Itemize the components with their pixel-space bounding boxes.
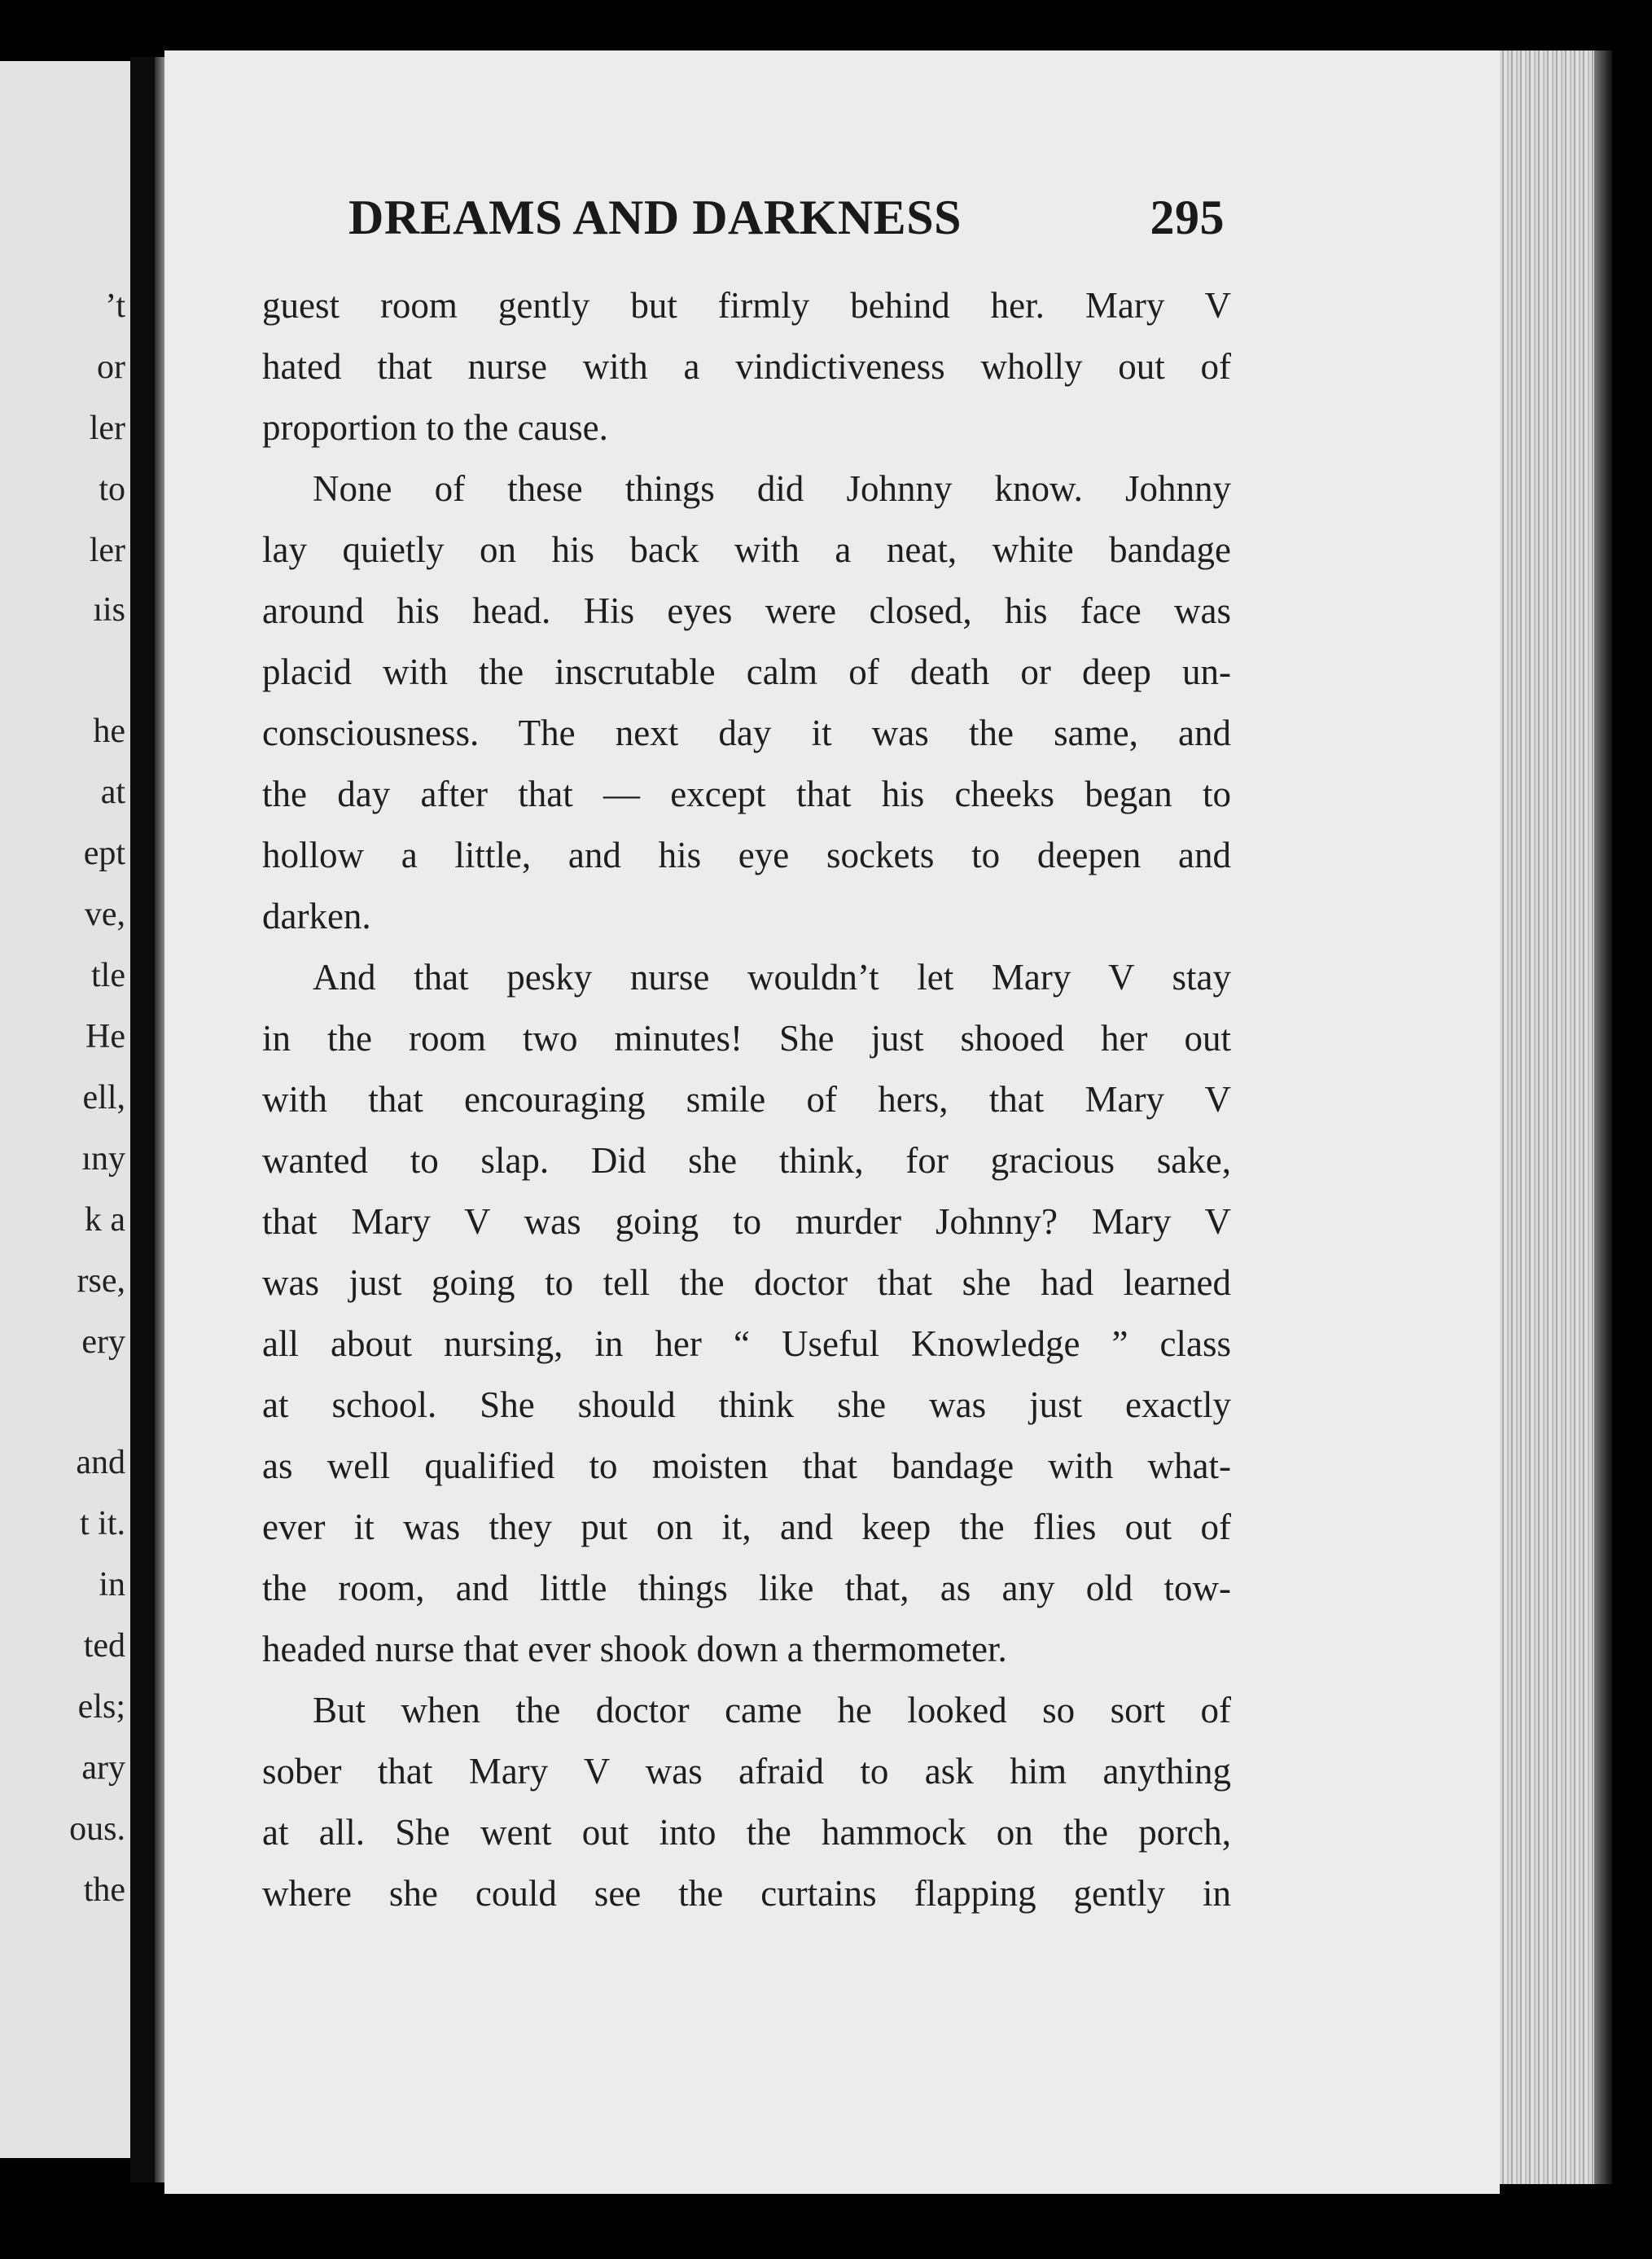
running-header [348, 189, 1225, 246]
left-fragment: ıny [81, 1140, 125, 1178]
text-line: wanted to slap. Did she think, for gracious sake, [262, 1140, 1231, 1181]
left-fragment: He [85, 1018, 125, 1055]
left-fragment: tle [91, 957, 125, 994]
book-gutter [130, 57, 155, 2182]
left-fragment: ted [83, 1627, 125, 1665]
text-line: in the room two minutes! She just shooed her out [262, 1018, 1231, 1059]
text-line: headed nurse that ever shook down a thermometer. [262, 1629, 1007, 1669]
left-fragment: he [93, 713, 125, 750]
text-line: proportion to the cause. [262, 407, 608, 448]
text-line: that Mary V was going to murder Johnny? Mary V [262, 1201, 1231, 1242]
left-fragment: ell, [82, 1079, 125, 1116]
left-fragment: ’t [105, 287, 125, 325]
text-line: the room, and little things like that, as any old tow- [262, 1568, 1231, 1608]
text-line: with that encouraging smile of hers, that Mary V [262, 1079, 1231, 1120]
left-fragment: ery [81, 1323, 125, 1361]
left-fragment: t it. [79, 1505, 125, 1542]
left-fragment: ous. [69, 1810, 125, 1848]
left-fragment: ler [89, 410, 125, 447]
running-title: DREAMS AND DARKNESS [348, 191, 962, 244]
left-fragment: ıis [93, 591, 125, 629]
left-fragment: ept [83, 835, 125, 872]
left-fragment: ve, [84, 896, 125, 933]
left-fragment: and [76, 1444, 125, 1481]
gutter-shading [155, 57, 164, 2182]
text-line: where she could see the curtains flapping gently in [262, 1873, 1231, 1914]
left-fragment: or [97, 349, 125, 386]
left-fragment: at [100, 774, 125, 811]
left-fragment: k a [84, 1201, 125, 1239]
left-fragment: rse, [77, 1262, 125, 1300]
text-line: around his head. His eyes were closed, his face was [262, 590, 1231, 631]
text-line: guest room gently but firmly behind her. Mary V [262, 285, 1231, 326]
text-line: as well qualified to moisten that bandage with what- [262, 1445, 1231, 1486]
text-line: hated that nurse with a vindictiveness wholly out of [262, 346, 1231, 387]
text-line: lay quietly on his back with a neat, white bandage [262, 529, 1231, 570]
text-line: the day after that — except that his cheeks began to [262, 774, 1231, 814]
text-line: consciousness. The next day it was the same, and [262, 713, 1231, 753]
text-line: hollow a little, and his eye sockets to deepen and [262, 835, 1231, 875]
left-fragment: in [99, 1566, 125, 1603]
text-line: But when the doctor came he looked so sort of [313, 1690, 1231, 1730]
text-line: sober that Mary V was afraid to ask him anything [262, 1751, 1231, 1792]
text-line: all about nursing, in her “ Useful Knowledge ” class [262, 1323, 1231, 1364]
left-fragment: els; [77, 1688, 125, 1726]
left-fragment: the [83, 1871, 125, 1909]
text-line: And that pesky nurse wouldn’t let Mary V stay [313, 957, 1231, 998]
text-line: at all. She went out into the hammock on the porch, [262, 1812, 1231, 1853]
left-fragment: ler [89, 532, 125, 569]
body-text [262, 275, 1231, 1924]
text-line: darken. [262, 896, 371, 936]
page-number: 295 [1150, 191, 1225, 244]
left-fragment: ary [81, 1749, 125, 1787]
text-line: None of these things did Johnny know. Johnny [313, 468, 1231, 509]
page-edges [1500, 50, 1606, 2184]
edge-shadow [1594, 50, 1612, 2184]
left-fragment: to [99, 471, 125, 508]
text-line: was just going to tell the doctor that she had learned [262, 1262, 1231, 1303]
text-line: ever it was they put on it, and keep the flies out of [262, 1507, 1231, 1547]
previous-page-fragment [0, 61, 130, 2158]
text-line: placid with the inscrutable calm of death or deep un- [262, 651, 1231, 692]
text-line: at school. She should think she was just exactly [262, 1384, 1231, 1425]
